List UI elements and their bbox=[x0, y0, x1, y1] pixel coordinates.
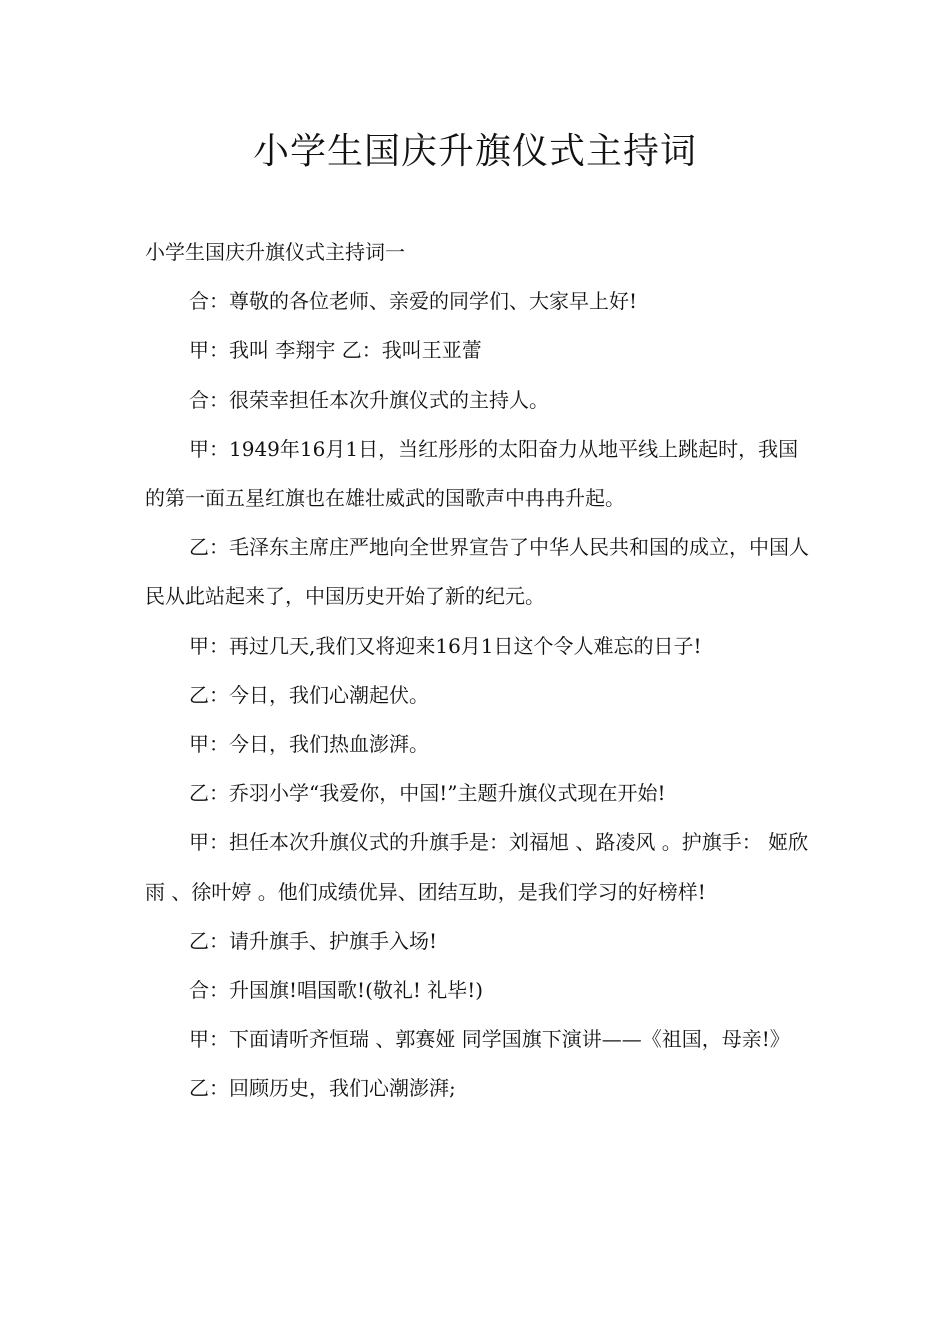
dialogue-paragraph: 甲：1949年16月1日，当红彤彤的太阳奋力从地平线上跳起时，我国的第一面五星红旗也在雄壮威武的国歌声中冉冉升起。 bbox=[145, 436, 799, 511]
dialogue-paragraph: 乙：毛泽东主席庄严地向全世界宣告了中华人民共和国的成立，中国人民从此站起来了，中国历史开始了新的纪元。 bbox=[145, 535, 809, 609]
document-body bbox=[145, 228, 813, 1114]
section-heading: 小学生国庆升旗仪式主持词一 bbox=[145, 240, 405, 264]
document-title: 小学生国庆升旗仪式主持词 bbox=[252, 131, 697, 172]
dialogue-paragraph: 乙：今日，我们心潮起伏。 bbox=[189, 682, 429, 707]
dialogue-paragraph: 乙：请升旗手、护旗手入场! bbox=[189, 928, 438, 953]
dialogue-paragraph: 乙：乔羽小学“我爱你，中国!”主题升旗仪式现在开始! bbox=[189, 781, 666, 806]
dialogue-paragraph: 合：升国旗!唱国歌!(敬礼! 礼毕!) bbox=[189, 978, 484, 1003]
dialogue-paragraph: 甲：再过几天,我们又将迎来16月1日这个令人难忘的日子! bbox=[189, 633, 702, 658]
dialogue-paragraph: 乙：回顾历史，我们心潮澎湃; bbox=[189, 1076, 456, 1101]
dialogue-paragraph: 合：尊敬的各位老师、亲爱的同学们、大家早上好! bbox=[189, 289, 638, 314]
dialogue-paragraph: 甲：我叫 李翔宇 乙：我叫王亚蕾 bbox=[189, 338, 482, 363]
dialogue-paragraph: 合：很荣幸担任本次升旗仪式的主持人。 bbox=[189, 387, 549, 412]
dialogue-paragraph: 甲：担任本次升旗仪式的升旗手是：刘福旭 、路凌风 。护旗手： 姬欣雨 、徐叶婷 。他们成绩优异、团结互助，是我们学习的好榜样! bbox=[145, 830, 809, 904]
dialogue-paragraph: 甲：今日，我们热血澎湃。 bbox=[189, 732, 429, 757]
dialogue-paragraph: 甲：下面请听齐恒瑞 、郭赛娅 同学国旗下演讲——《祖国，母亲!》 bbox=[189, 1027, 790, 1052]
